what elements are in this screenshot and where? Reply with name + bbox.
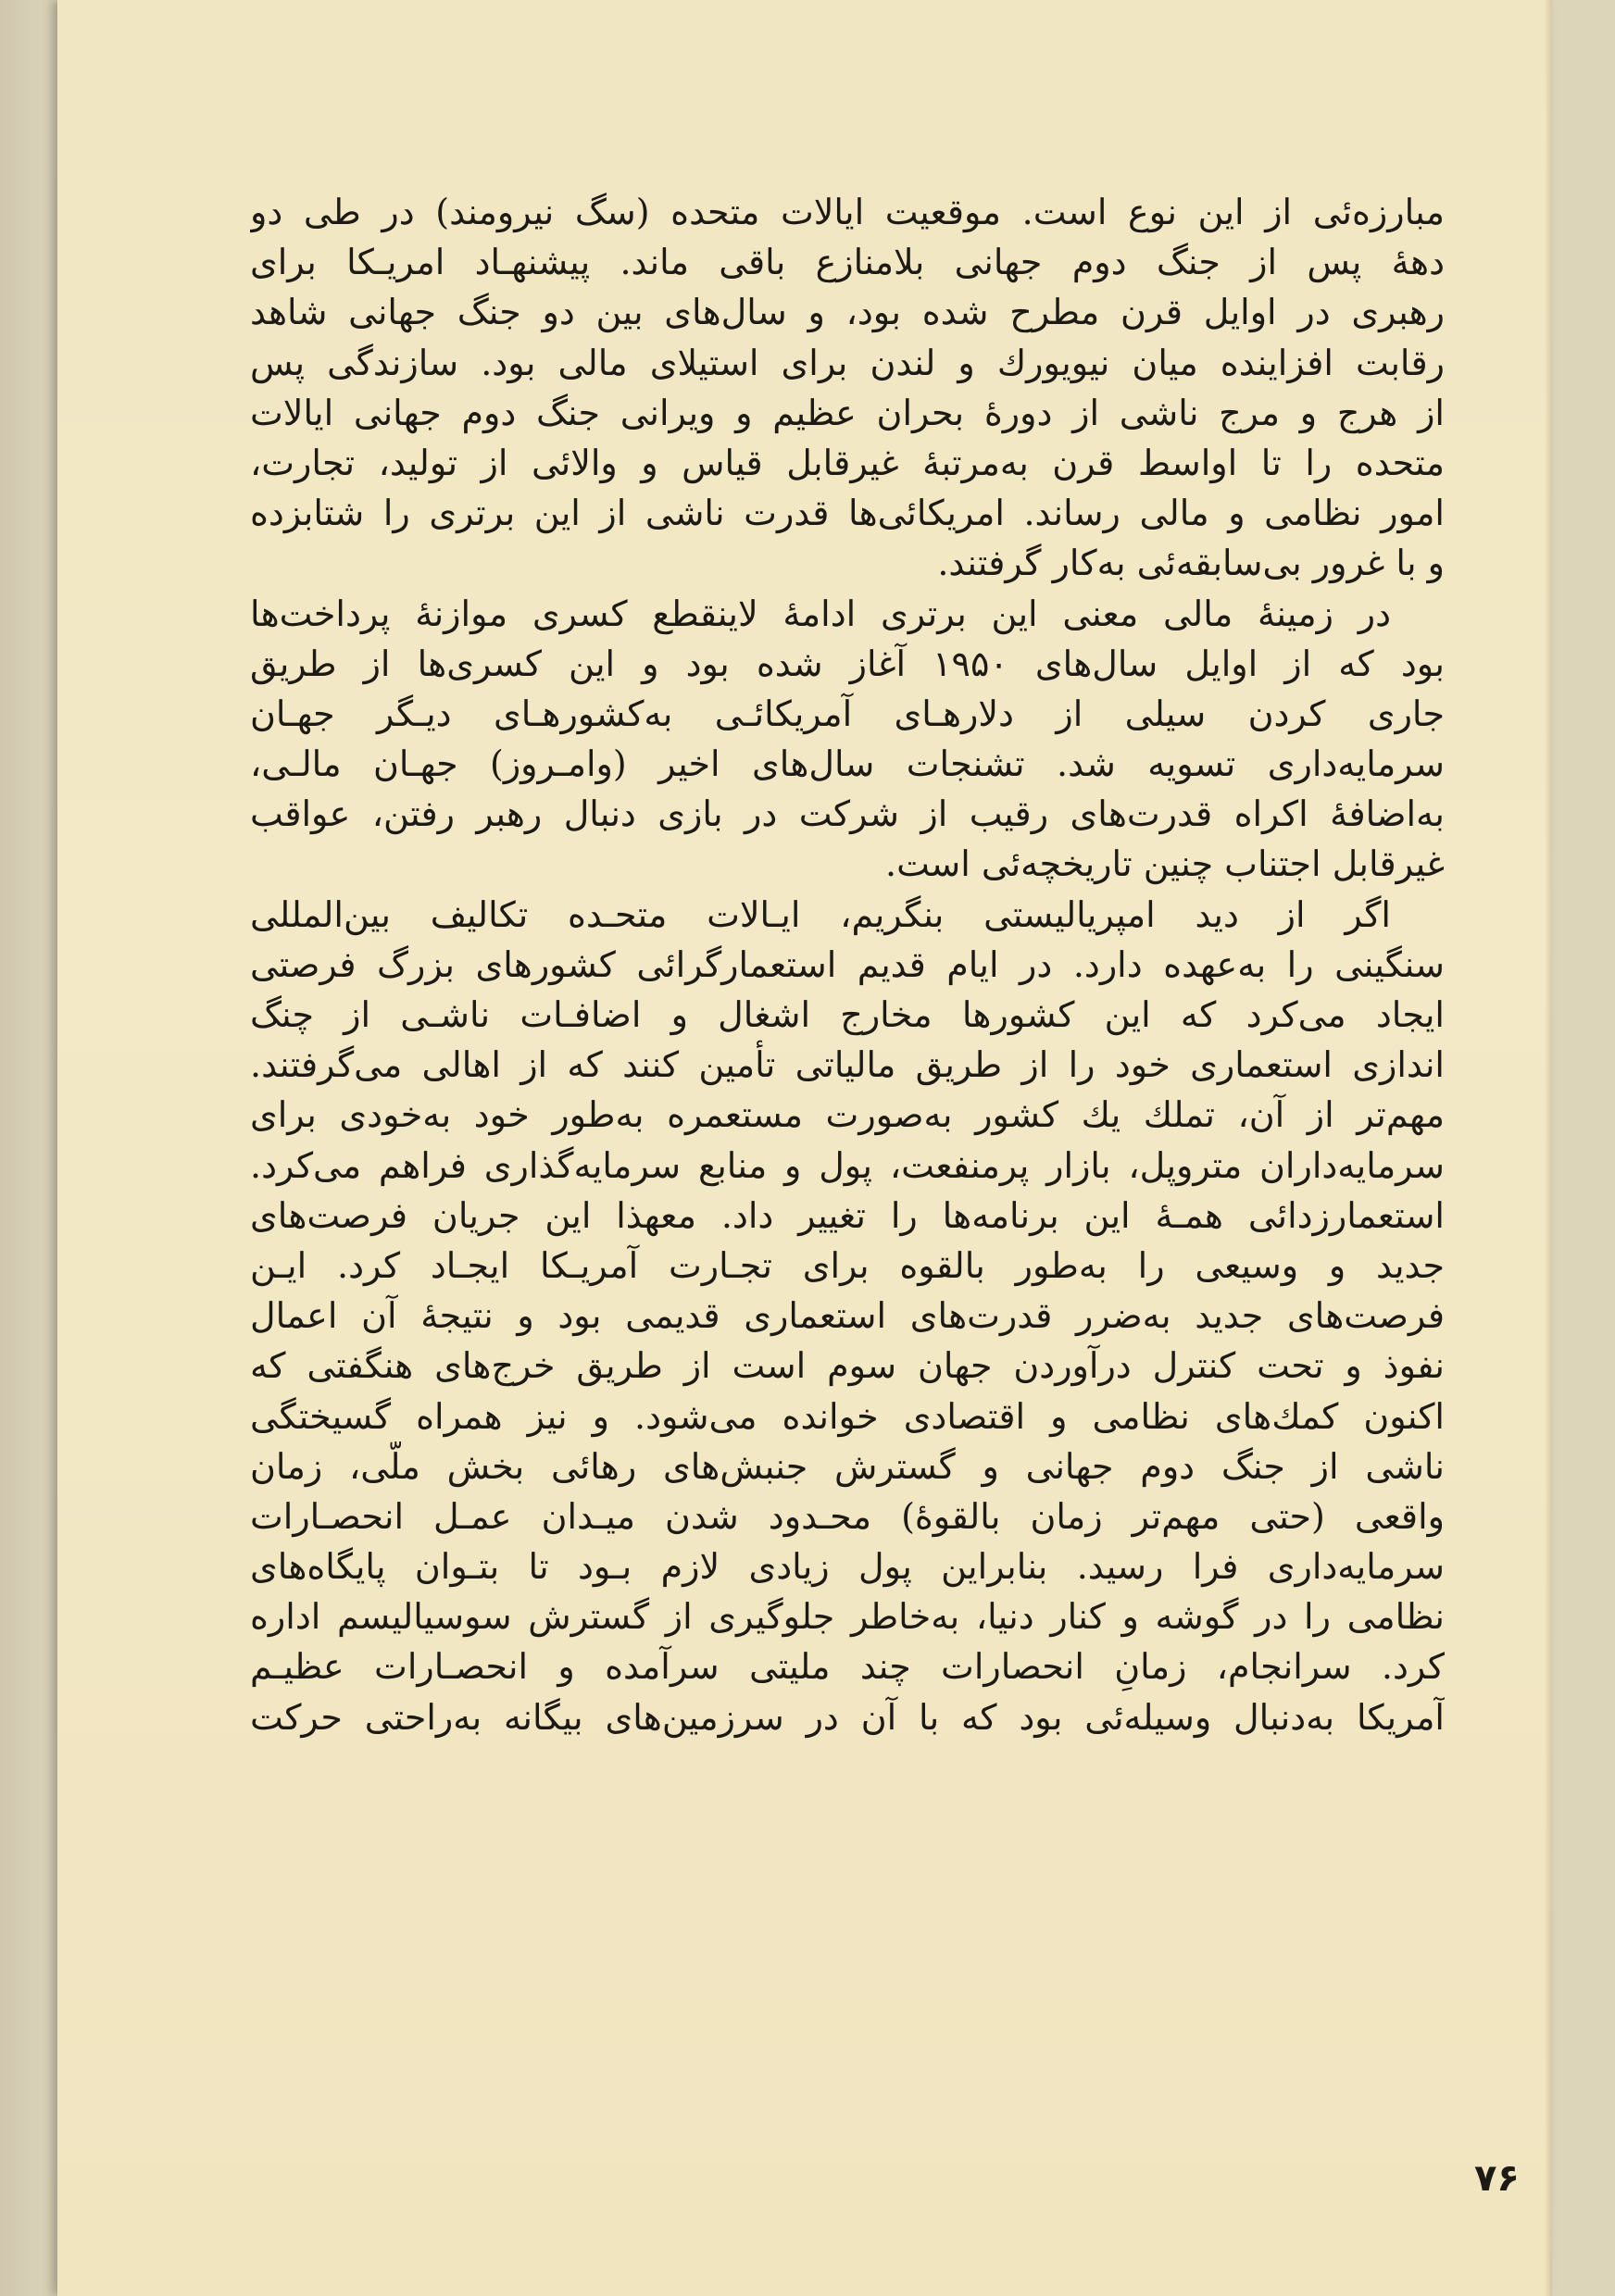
- text-line: سرمایه‌داری تسویه شد. تشنجات سال‌های اخیر (وامـروز) جهـان مالـی،: [250, 743, 1445, 785]
- text-line: استعمارزدائی همـۀ این برنامه‌ها را تغییر داد. معهذا این جریان فرصت‌های: [250, 1194, 1445, 1236]
- text-line: به‌اضافۀ اکراه قدرت‌های رقیب از شرکت در بازی دنبال رهبر رفتن، عواقب: [250, 793, 1445, 835]
- text-line: سرمایه‌داران متروپل، بازار پرمنفعت، پول و منابع سرمایه‌گذاری فراهم می‌کرد.: [250, 1144, 1445, 1186]
- text-line: سرمایه‌داری فرا رسید. بنابراین پول زیادی لازم بـود تا بتـوان پایگاه‌های: [250, 1546, 1445, 1588]
- paragraph-1: [250, 187, 1445, 589]
- paragraph-3: [250, 890, 1445, 1742]
- text-line: ناشی از جنگ دوم جهانی و گسترش جنبش‌های رهائی بخش ملّی، زمان: [250, 1445, 1445, 1487]
- book-page: [57, 0, 1552, 2296]
- paragraph-2: [250, 589, 1445, 890]
- text-line: فرصت‌های جدید به‌ضرر قدرت‌های استعماری قدیمی بود و نتیجۀ آن اعمال: [250, 1295, 1445, 1337]
- text-line: آمریکا به‌دنبال وسیله‌ئی بود که با آن در سرزمین‌های بیگانه به‌راحتی حرکت: [250, 1696, 1445, 1738]
- text-line: واقعی (حتی مهم‌تر زمان بالقوۀ) محـدود شدن میـدان عمـل انحصـارات: [250, 1495, 1445, 1537]
- text-line: اگر از دید امپریالیستی بنگریم، ایـالات متحـده تکالیف بین‌المللی: [250, 893, 1391, 935]
- text-line: نفوذ و تحت کنترل درآوردن جهان سوم است از طریق خرج‌های هنگفتی که: [250, 1345, 1445, 1387]
- text-line: اندازی استعماری خود را از طریق مالیاتی تأمین کنند که از اهالی می‌گرفتند.: [250, 1044, 1445, 1086]
- text-line: بود که از اوایل سال‌های ۱۹۵۰ آغاز شده بود و این کسری‌ها از طریق: [250, 643, 1445, 684]
- text-line: امور نظامی و مالی رساند. امریکائی‌ها قدرت ناشی از این برتری را شتابزده: [250, 493, 1445, 534]
- body-text: [250, 187, 1445, 1742]
- text-line: کرد. سرانجام، زمانِ انحصارات چند ملیتی سرآمده و انحصـارات عظیـم: [250, 1646, 1445, 1688]
- page-edge-shadow: [1545, 0, 1552, 2296]
- text-line: مبارزه‌ئی از این نوع است. موقعیت ایالات متحده (سگ نیرومند) در طی دو: [250, 192, 1445, 232]
- text-line: غیرقابل اجتناب چنین تاریخچه‌ئی است.: [885, 843, 1445, 885]
- text-line: متحده را تا اواسط قرن به‌مرتبۀ غیرقابل قیاس و والائی از تولید، تجارت،: [250, 442, 1445, 483]
- text-line: رقابت افزاینده میان نیویورك و لندن برای استیلای مالی بود. سازندگی پس: [250, 342, 1445, 383]
- text-line: نظامی را در گوشه و کنار دنیا، به‌خاطر جلوگیری از گسترش سوسیالیسم اداره: [250, 1596, 1445, 1638]
- text-line: سنگینی را به‌عهده دارد. در ایام قدیم استعمارگرائی کشورهای بزرگ فرصتی: [250, 943, 1445, 985]
- text-line: جاری کردن سیلی از دلارهـای آمریکائـی به‌کشورهـای دیـگر جهـان: [250, 693, 1445, 734]
- text-line: در زمینۀ مالی معنی این برتری ادامۀ لاینقطع کسری موازنۀ پرداخت‌ها: [250, 593, 1391, 634]
- text-line: جدید و وسیعی را به‌طور بالقوه برای تجـارت آمریـکا ایجـاد کرد. ایـن: [250, 1244, 1445, 1286]
- text-line: ایجاد می‌کرد که این کشورها مخارج اشغال و اضافـات ناشـی از چنگ: [250, 994, 1445, 1035]
- text-line: اکنون کمك‌های نظامی و اقتصادی خوانده می‌شود. و نیز همراه گسیختگی: [250, 1395, 1445, 1437]
- text-line: از هرج و مرج ناشی از دورۀ بحران عظیم و ویرانی جنگ دوم جهانی ایالات: [250, 392, 1445, 433]
- text-line: دهۀ پس از جنگ دوم جهانی بلامنازع باقی ماند. پیشنهـاد امریـکا برای: [250, 242, 1445, 283]
- text-line: مهم‌تر از آن، تملك یك کشور به‌صورت مستعمره به‌طور خود به‌خودی برای: [250, 1094, 1445, 1136]
- text-line: رهبری در اوایل قرن مطرح شده بود، و سال‌های بین دو جنگ جهانی شاهد: [250, 292, 1445, 333]
- page-number: ۷۶: [1474, 2157, 1520, 2200]
- text-line: و با غرور بی‌سابقه‌ئی به‌کار گرفتند.: [937, 543, 1445, 584]
